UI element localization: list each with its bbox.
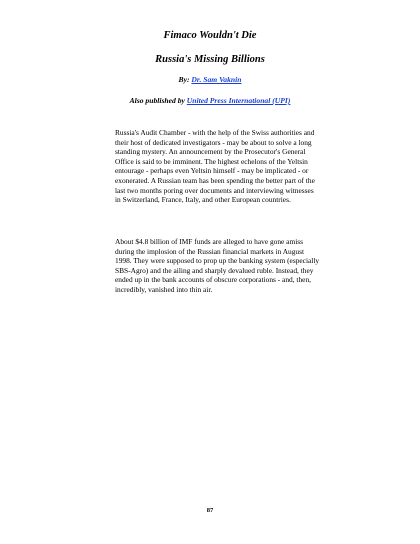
- publication-prefix: Also published by: [129, 96, 187, 105]
- author-link[interactable]: Dr. Sam Vaknin: [191, 75, 242, 84]
- byline-prefix: By:: [178, 75, 192, 84]
- publication-line: [0, 96, 420, 106]
- document-title: Fimaco Wouldn't Die: [163, 30, 257, 41]
- byline: [0, 75, 420, 85]
- body-paragraph: Russia's Audit Chamber - with the help of the Swiss authorities and their host of dedicated investigators - may be about to solve a long standing mystery. An announcement by the Prosecutor's General Office is said to be imminent. The highest echelons of the Yeltsin entourage - perhaps even Yeltsin himself - may be implicated - or exonerated. A Russian team has been spending the better part of the last two months poring over documents and interviewing witnesses in Switzerland, France, Italy, and other European countries.: [115, 128, 315, 205]
- body-paragraph: About $4.8 billion of IMF funds are alleged to have gone amiss during the implosion of the Russian financial markets in August 1998. They were supposed to prop up the banking system (especially SBS-Agro) and the ailing and sharply devalued ruble. Instead, they ended up in the bank accounts of obscure corporations - and, then, incredibly, vanished into thin air.: [115, 237, 320, 294]
- document-subtitle: Russia's Missing Billions: [155, 54, 265, 65]
- page-number: 87: [206, 507, 214, 514]
- publisher-link[interactable]: United Press International (UPI): [186, 96, 291, 105]
